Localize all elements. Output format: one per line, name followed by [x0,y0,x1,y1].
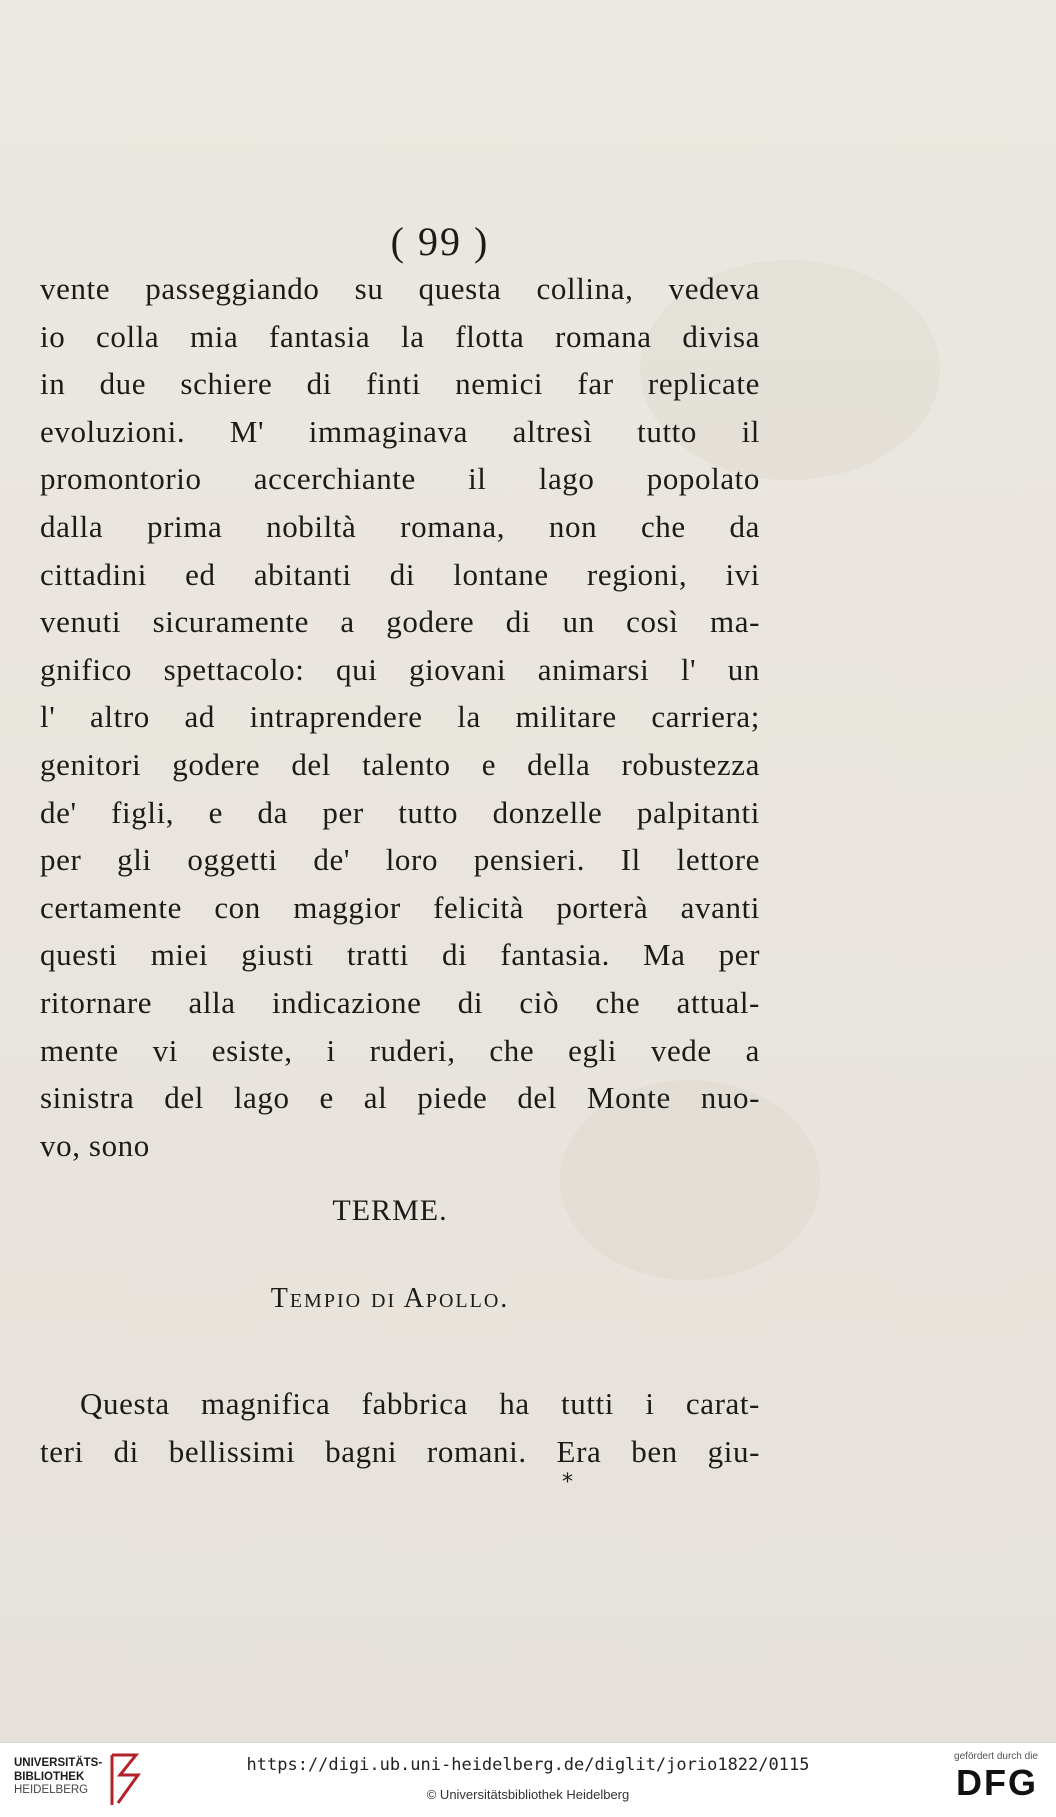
section-subtitle: Tempio di Apollo. [270,1283,510,1314]
text-line: venuti sicuramente a godere di un così ma- [40,604,760,640]
text-line: cittadini ed abitanti di lontane regioni, ivi [40,556,760,592]
paragraph-2 [40,1380,760,1476]
footer-bar [0,1742,1056,1817]
copyright-notice: © Universitätsbibliothek Heidelberg [426,1787,630,1802]
text-line: Questa magnifica fabbrica ha tutti i carat- [80,1386,760,1421]
dfg-logo[interactable]: DFG [956,1762,1038,1803]
text-line: l' altro ad intraprendere la militare carriera; [40,699,760,735]
text-line: genitori godere del talento e della robustezza [40,746,760,782]
text-line: gnifico spettacolo: qui giovani animarsi l' un [40,651,760,687]
text-line: evoluzioni. M' immaginava altresì tutto il [40,413,760,449]
page-number: ( 99 ) [390,219,490,264]
text-line: de' figli, e da per tutto donzelle palpitanti [40,794,760,830]
logo-line: UNIVERSITÄTS- [14,1757,103,1769]
text-line: ritornare alla indicazione di ciò che attual- [40,984,760,1020]
text-line: io colla mia fantasia la flotta romana divisa [40,318,760,354]
text-line: in due schiere di finti nemici far replicate [40,366,760,402]
text-line: mente vi esiste, i ruderi, che egli vede a [40,1032,760,1068]
text-line: certamente con maggior felicità porterà avanti [40,889,760,925]
text-line: questi miei giusti tratti di fantasia. Ma per [40,937,760,973]
dfg-funding-block [954,1751,1038,1802]
signature-mark: * [562,1470,573,1495]
funding-caption: gefördert durch die [954,1751,1038,1762]
logo-line: HEIDELBERG [14,1784,89,1796]
text-line: dalla prima nobiltà romana, non che da [40,508,760,544]
text-line: promontorio accerchiante il lago popolato [40,461,760,497]
text-line: sinistra del lago e al piede del Monte nuo- [40,1080,760,1116]
text-line: vente passeggiando su questa collina, vedeva [40,271,760,306]
text-line: teri di bellissimi bagni romani. Era ben giu- [40,1434,760,1469]
section-title: TERME. [332,1194,448,1227]
text-line: vo, sono [40,1127,150,1163]
paragraph-1 [40,265,760,1169]
logo-line: BIBLIOTHEK [14,1770,85,1783]
text-line: per gli oggetti de' loro pensieri. Il lettore [40,842,760,878]
permalink-url[interactable]: https://digi.ub.uni-heidelberg.de/diglit/jorio1822/0115 [246,1755,810,1775]
